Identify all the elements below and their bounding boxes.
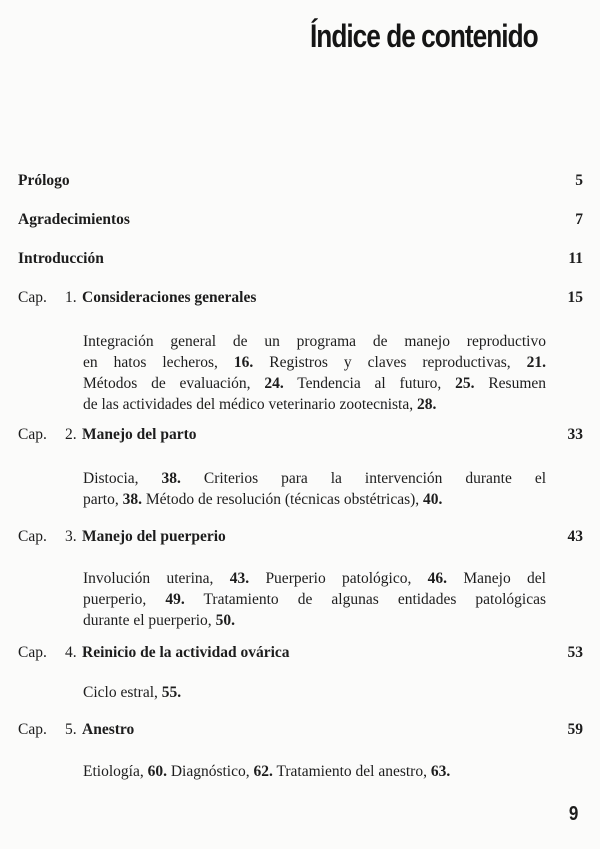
entry-page: 43 — [567, 528, 583, 545]
subtopic-page: 40. — [423, 491, 443, 508]
entry-title: Introducción — [18, 250, 104, 267]
toc-entry[interactable] — [18, 644, 583, 666]
subtopic-text: Diagnóstico, — [166, 763, 254, 780]
subtopic-text: Etiología, — [83, 763, 148, 780]
entry-title: Prólogo — [18, 172, 70, 189]
subtopic-line — [83, 761, 546, 782]
entry-page: 53 — [567, 644, 583, 661]
subtopic-line — [83, 610, 546, 631]
subtopic-text: parto, — [83, 491, 123, 508]
subtopic-page: 63. — [430, 763, 451, 780]
page-title: Índice de contenido — [310, 18, 538, 54]
entry-page: 15 — [567, 289, 583, 306]
toc-entry[interactable] — [18, 426, 583, 448]
subtopic-line — [83, 352, 546, 373]
toc-entry[interactable] — [18, 211, 583, 233]
chapter-label: Cap. — [18, 528, 47, 545]
subtopic-text: durante el puerperio, — [83, 612, 216, 629]
chapter-label: Cap. — [18, 644, 47, 661]
subtopic-line — [83, 468, 546, 489]
subtopic-page: 55. — [161, 684, 182, 701]
chapter-number: 4. — [65, 644, 77, 661]
toc-entry[interactable] — [18, 250, 583, 272]
subtopic-text: Integración general de un programa de manejo reproductivo — [83, 333, 546, 350]
subtopic-text: Ciclo estral, — [83, 684, 162, 701]
page-number: 9 — [568, 803, 579, 825]
entry-subtopics — [83, 331, 546, 415]
subtopic-line — [83, 394, 546, 415]
entry-page: 11 — [568, 250, 583, 267]
subtopic-page: 21. — [526, 354, 546, 371]
subtopic-text: Tratamiento del anestro, — [272, 763, 431, 780]
entry-subtopics — [83, 761, 546, 782]
subtopic-page: 62. — [253, 763, 273, 780]
chapter-number: 3. — [65, 528, 77, 545]
subtopic-text: Tendencia al futuro, — [283, 375, 456, 392]
chapter-number: 2. — [65, 426, 77, 443]
chapter-label: Cap. — [18, 721, 47, 738]
toc-entry[interactable] — [18, 172, 583, 194]
subtopic-text: Involución uterina, — [83, 570, 230, 587]
entry-subtopics — [83, 568, 546, 631]
subtopic-text: Manejo del — [447, 570, 546, 587]
subtopic-text: en hatos lecheros, — [83, 354, 234, 371]
entry-title: Reinicio de la actividad ovárica — [82, 644, 290, 661]
entry-page: 33 — [567, 426, 583, 443]
chapter-number: 5. — [65, 721, 77, 738]
chapter-number: 1. — [65, 289, 77, 306]
subtopic-page: 28. — [416, 396, 437, 413]
entry-title: Agradecimientos — [18, 211, 130, 228]
subtopic-line — [83, 589, 546, 610]
chapter-label: Cap. — [18, 289, 47, 306]
subtopic-text: Registros y claves reproductivas, — [253, 354, 527, 371]
subtopic-line — [83, 373, 546, 394]
subtopic-page: 38. — [161, 470, 181, 487]
toc-entry[interactable] — [18, 721, 583, 743]
subtopic-text: Criterios para la intervención durante el — [180, 470, 547, 487]
subtopic-text: Distocia, — [83, 470, 162, 487]
subtopic-page: 50. — [215, 612, 235, 629]
subtopic-page: 46. — [427, 570, 448, 587]
subtopic-page: 49. — [165, 591, 185, 608]
entry-title: Manejo del parto — [82, 426, 197, 443]
subtopic-text: Puerperio patológico, — [249, 570, 428, 587]
subtopic-text: Tratamiento de algunas entidades patológicas — [184, 591, 546, 608]
entry-title: Manejo del puerperio — [82, 528, 226, 545]
subtopic-line — [83, 489, 546, 510]
toc-entry[interactable] — [18, 528, 583, 550]
subtopic-text: puerperio, — [83, 591, 166, 608]
entry-title: Anestro — [82, 721, 135, 738]
toc-entry[interactable] — [18, 289, 583, 311]
subtopic-page: 60. — [147, 763, 167, 780]
entry-page: 59 — [567, 721, 583, 738]
subtopic-page: 38. — [122, 491, 142, 508]
subtopic-text: Método de resolución (técnicas obstétricas), — [141, 491, 424, 508]
subtopic-line — [83, 331, 546, 352]
entry-subtopics — [83, 468, 546, 510]
entry-subtopics — [83, 682, 546, 703]
subtopic-line — [83, 682, 546, 703]
subtopic-page: 25. — [455, 375, 475, 392]
subtopic-page: 24. — [264, 375, 284, 392]
subtopic-page: 43. — [229, 570, 250, 587]
entry-title: Consideraciones generales — [82, 289, 257, 306]
entry-page: 7 — [575, 211, 583, 228]
subtopic-text: de las actividades del médico veterinario zootecnista, — [83, 396, 417, 413]
subtopic-text: Resumen — [474, 375, 547, 392]
chapter-label: Cap. — [18, 426, 47, 443]
subtopic-page: 16. — [233, 354, 254, 371]
subtopic-text: Métodos de evaluación, — [83, 375, 265, 392]
subtopic-line — [83, 568, 546, 589]
entry-page: 5 — [575, 172, 583, 189]
